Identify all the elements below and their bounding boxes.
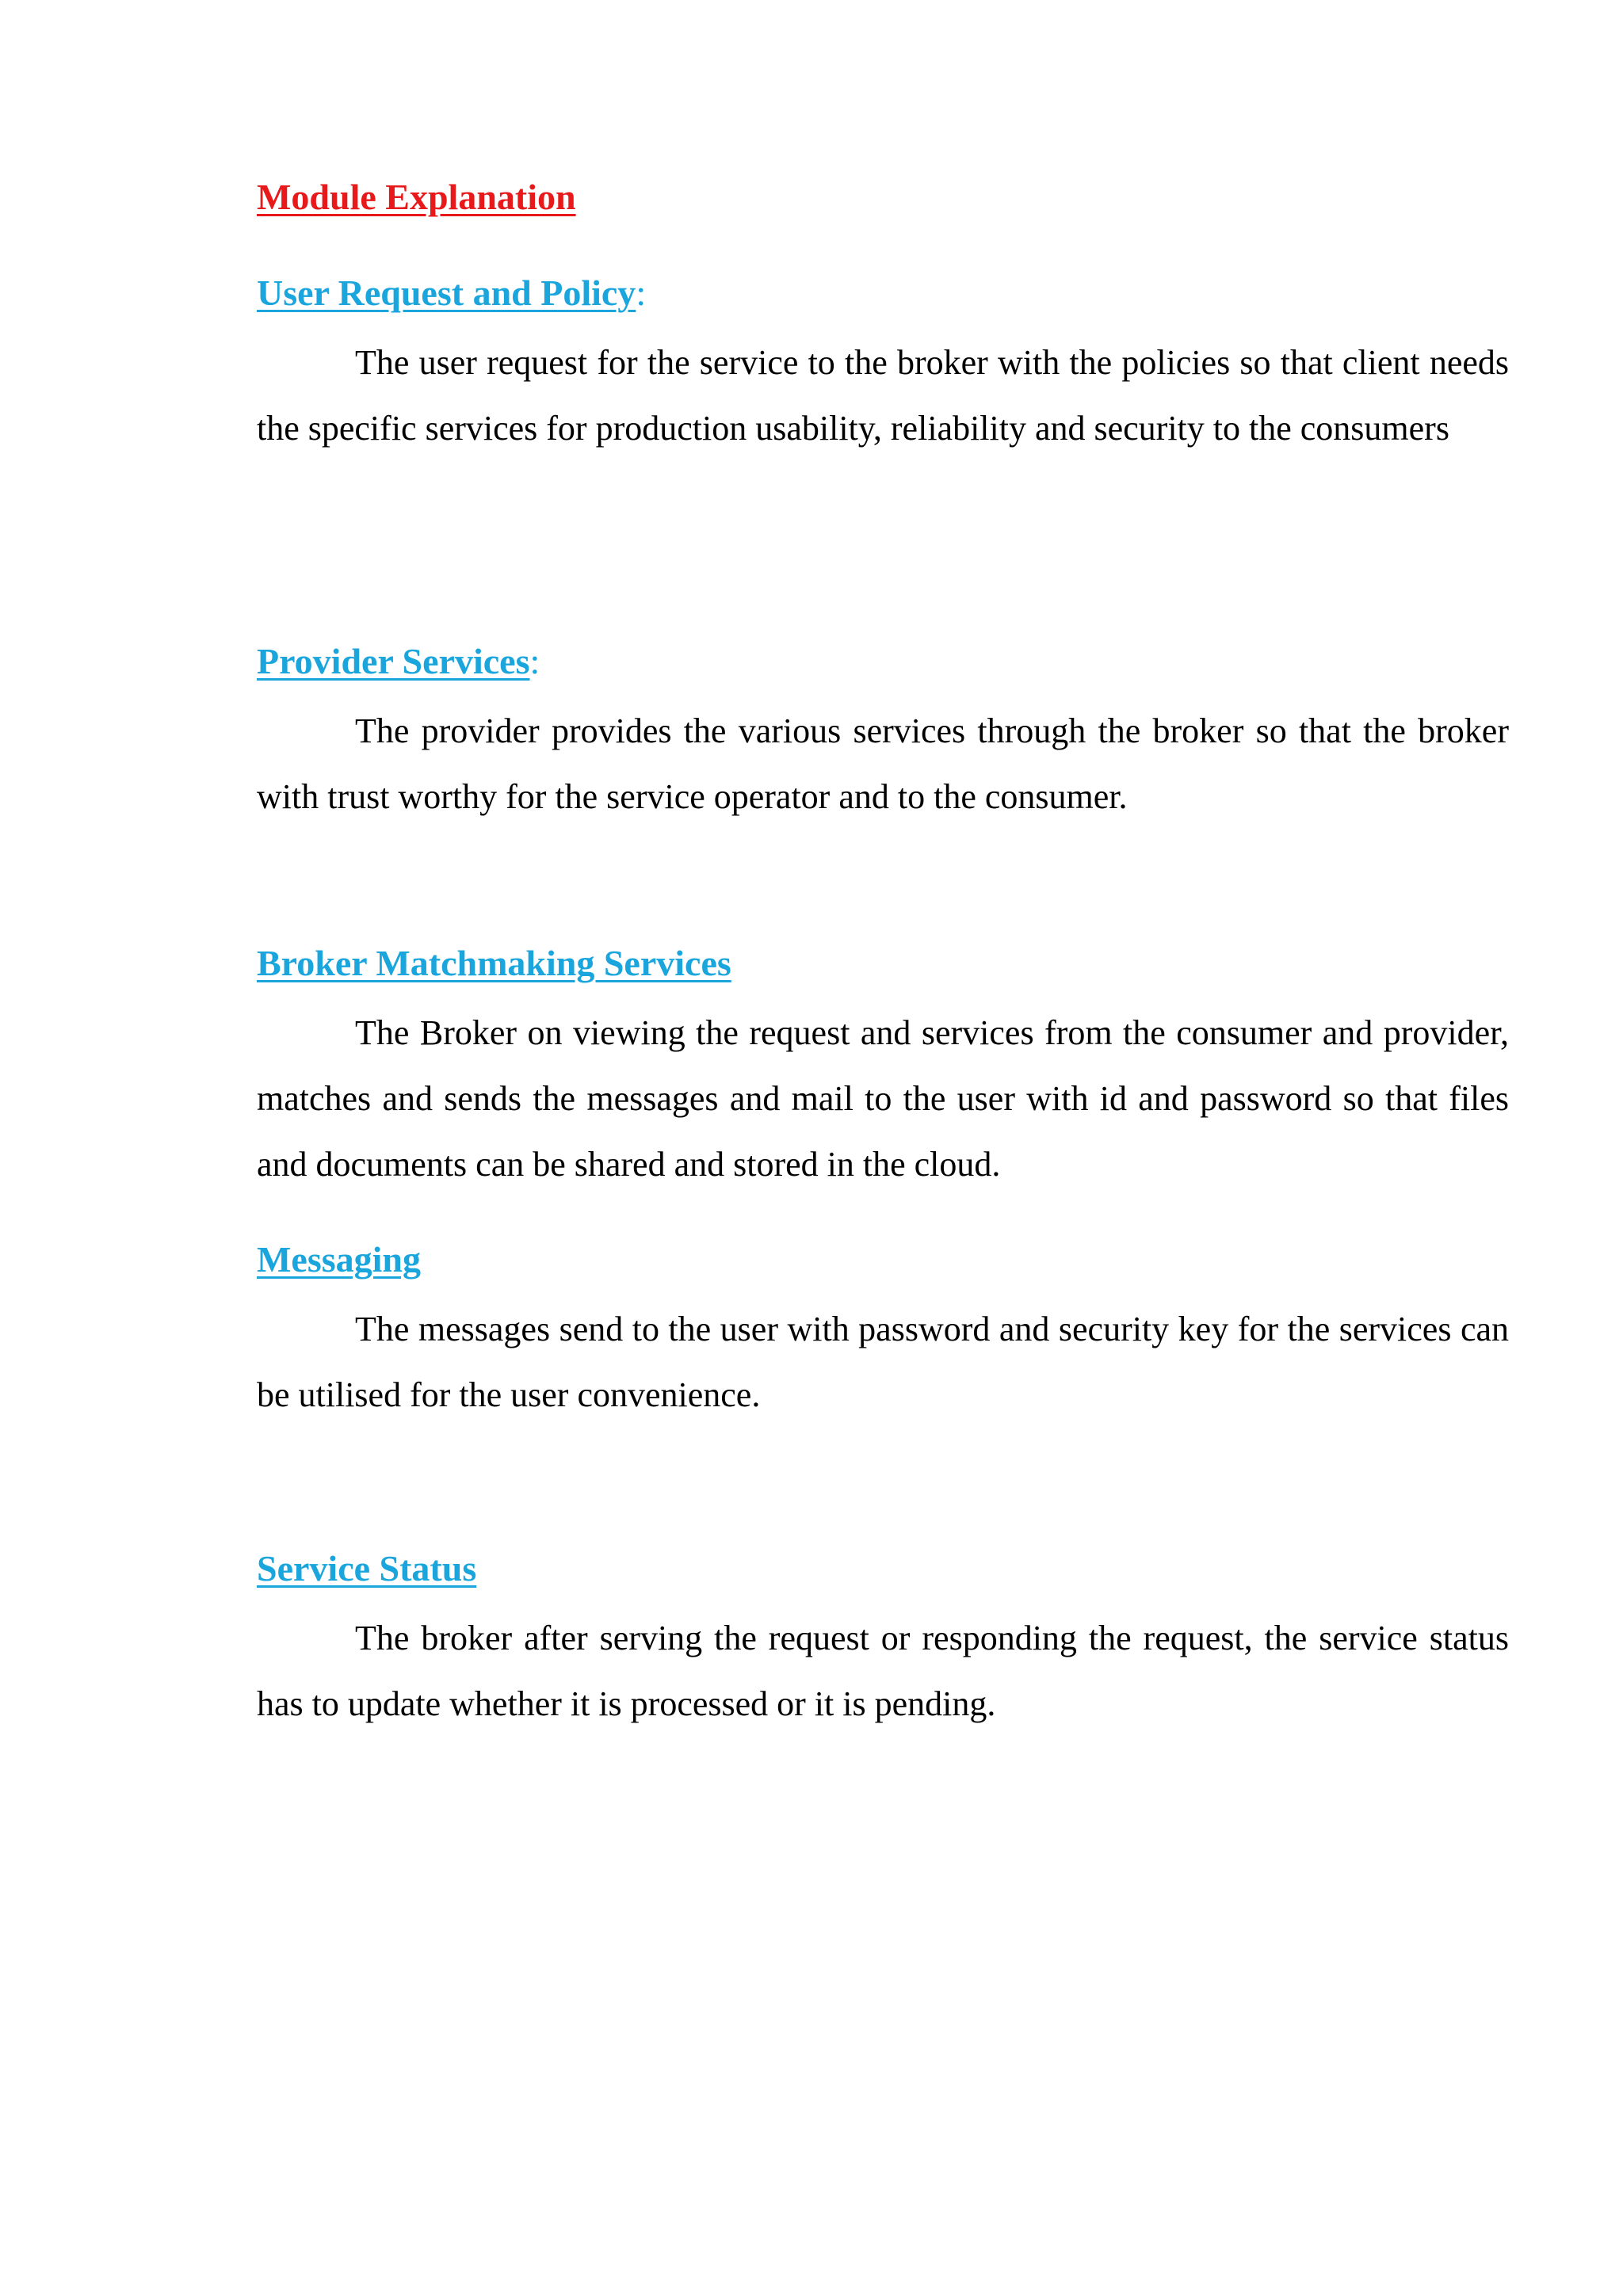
section-heading-text: Broker Matchmaking Services [257,943,731,983]
section-heading [257,269,1509,317]
section-heading [257,1545,1509,1592]
section-body: The broker after serving the request or responding the request, the service status has to update whether it is processed or it is pending. [257,1619,1509,1723]
section-heading-suffix: : [529,641,540,681]
section-user-request-and-policy [257,269,1509,461]
section-heading-text: Messaging [257,1239,421,1280]
section-heading-suffix: : [636,273,647,313]
section-heading [257,638,1509,685]
section-service-status [257,1545,1509,1737]
section-heading [257,940,1509,987]
section-heading-text: User Request and Policy [257,273,636,313]
section-body: The messages send to the user with password and security key for the services can be utilised for the user convenience. [257,1310,1509,1414]
section-body: The user request for the service to the broker with the policies so that client needs the specific services for production usability, reliability and security to the consumers [257,343,1509,448]
document-title: Module Explanation [257,177,576,217]
section-body: The Broker on viewing the request and services from the consumer and provider, matches and sends the messages and mail to the user with id and password so that files and documents can be shared and stored in the cloud. [257,1013,1509,1184]
section-provider-services [257,638,1509,830]
section-body: The provider provides the various services through the broker so that the broker with trust worthy for the service operator and to the consumer. [257,711,1509,816]
section-broker-matchmaking-services [257,940,1509,1197]
section-heading [257,1236,1509,1283]
section-heading-text: Provider Services [257,641,530,681]
section-heading-text: Service Status [257,1548,477,1589]
section-messaging [257,1236,1509,1428]
